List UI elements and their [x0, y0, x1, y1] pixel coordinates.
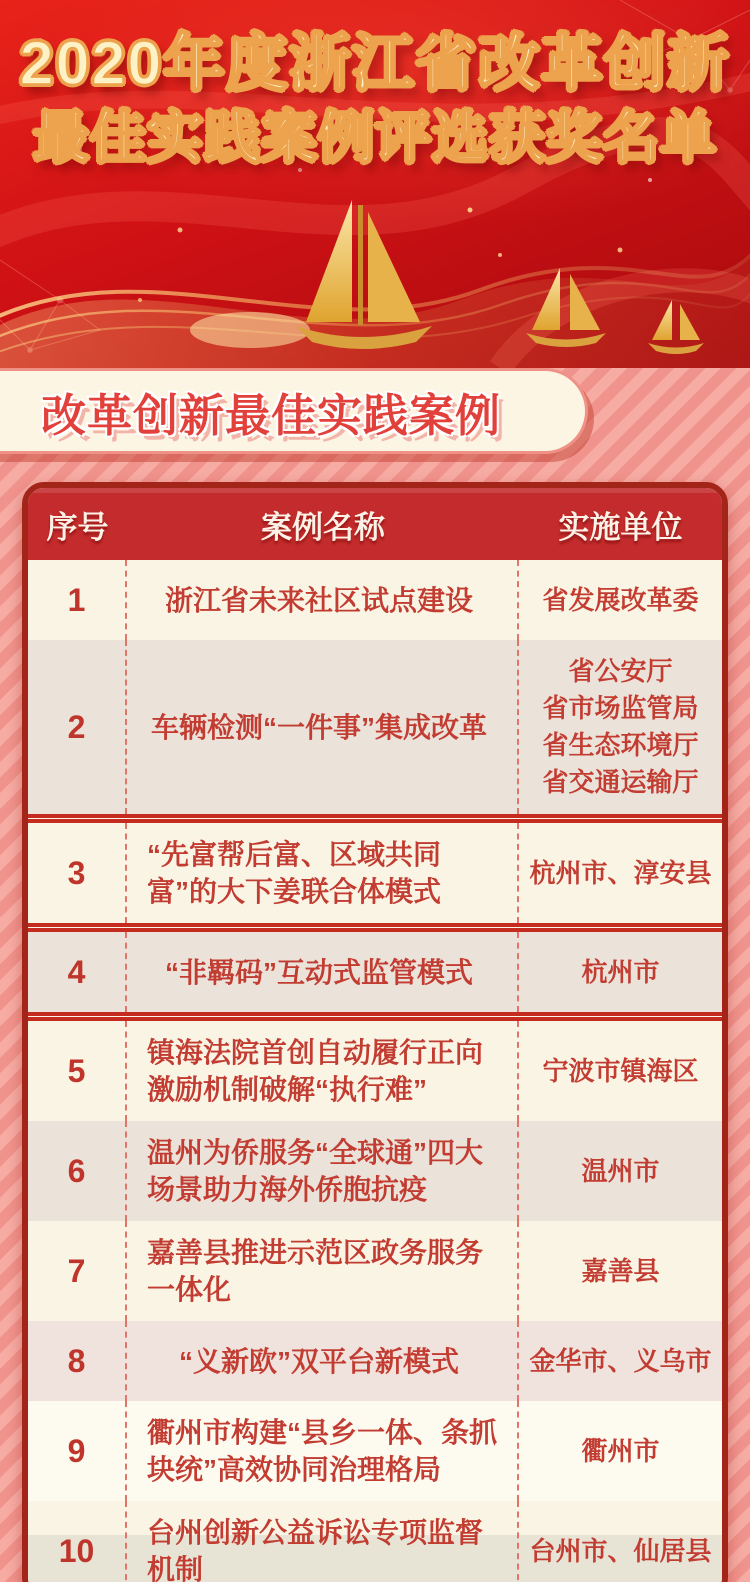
case-name-cell: 镇海法院首创自动履行正向激励机制破解“执行难”: [127, 1021, 519, 1121]
table-row: [28, 1321, 722, 1401]
case-number-cell: 5: [28, 1021, 127, 1121]
organization-cell: [519, 640, 722, 814]
organization-line: 省交通运输厅: [542, 767, 699, 797]
poster-title-line1: 2020年度浙江省改革创新: [19, 29, 731, 97]
case-name-cell: 浙江省未来社区试点建设: [127, 560, 519, 640]
case-number-cell: 9: [28, 1401, 127, 1501]
organization-line: 嘉善县: [581, 1255, 660, 1286]
table-row: [28, 640, 722, 814]
organization-cell: [519, 1121, 722, 1221]
case-name-cell: 车辆检测“一件事”集成改革: [127, 640, 519, 814]
table-row: [28, 560, 722, 640]
case-name-cell: “先富帮后富、区域共同富”的大下姜联合体模式: [127, 823, 519, 923]
organization-line: 杭州市、淳安县: [529, 857, 712, 888]
banner: [0, 0, 750, 368]
organization-cell: [519, 932, 722, 1012]
table-header-row: [28, 488, 722, 560]
case-name-cell: 衢州市构建“县乡一体、条抓块统”高效协同治理格局: [127, 1401, 519, 1501]
case-name-cell: 温州为侨服务“全球通”四大场景助力海外侨胞抗疫: [127, 1121, 519, 1221]
case-number-cell: 2: [28, 640, 127, 814]
case-name-cell: 嘉善县推进示范区政务服务一体化: [127, 1221, 519, 1321]
case-name-cell: “义新欧”双平台新模式: [127, 1321, 519, 1401]
organization-line: 温州市: [581, 1155, 660, 1186]
table-row: [28, 1221, 722, 1321]
organization-cell: [519, 823, 722, 923]
table-row: [28, 932, 722, 1012]
organization-line: 金华市、义乌市: [529, 1345, 712, 1376]
table-row: [28, 823, 722, 923]
organization-cell: [519, 1401, 722, 1501]
case-number-cell: 6: [28, 1121, 127, 1221]
header-case-name: 案例名称: [261, 510, 385, 545]
header-organization: 实施单位: [558, 510, 683, 545]
section-title: 改革创新最佳实践案例: [41, 389, 502, 441]
case-number-cell: 8: [28, 1321, 127, 1401]
organization-cell: [519, 560, 722, 640]
organization-line: 台州市、仙居县: [529, 1535, 712, 1566]
table-row: [28, 1021, 722, 1121]
case-number-cell: 1: [28, 560, 127, 640]
case-number-cell: 7: [28, 1221, 127, 1321]
section-break-divider: [28, 1012, 722, 1021]
awards-table: [22, 482, 728, 1582]
header-number: 序号: [46, 510, 109, 545]
case-number-cell: 4: [28, 932, 127, 1012]
organization-line: 衢州市: [581, 1435, 660, 1466]
table-row: [28, 1401, 722, 1501]
table-row: [28, 1121, 722, 1221]
organization-line: 宁波市镇海区: [542, 1055, 699, 1086]
banner-titles: [0, 0, 750, 174]
case-name-cell: “非羁码”互动式监管模式: [127, 932, 519, 1012]
organization-cell: [519, 1221, 722, 1321]
organization-cell: [519, 1501, 722, 1582]
content-area: [0, 368, 750, 1582]
organization-cell: [519, 1021, 722, 1121]
case-name-cell: 台州创新公益诉讼专项监督机制: [127, 1501, 519, 1582]
table-row: [28, 1501, 722, 1582]
organization-cell: [519, 1321, 722, 1401]
organization-line: 省生态环境厅: [542, 730, 699, 760]
organization-line: 省市场监管局: [542, 693, 699, 723]
section-break-divider: [28, 923, 722, 932]
organization-line: 杭州市: [581, 956, 660, 987]
organization-line: 省公安厅: [568, 656, 673, 686]
table-body: [28, 560, 722, 1582]
poster-title-line2: 最佳实践案例评选获奖名单: [33, 106, 717, 170]
case-number-cell: 10: [28, 1501, 127, 1582]
case-number-cell: 3: [28, 823, 127, 923]
organization-line: 省发展改革委: [542, 584, 699, 615]
section-title-pill: [0, 368, 588, 454]
section-break-divider: [28, 814, 722, 823]
